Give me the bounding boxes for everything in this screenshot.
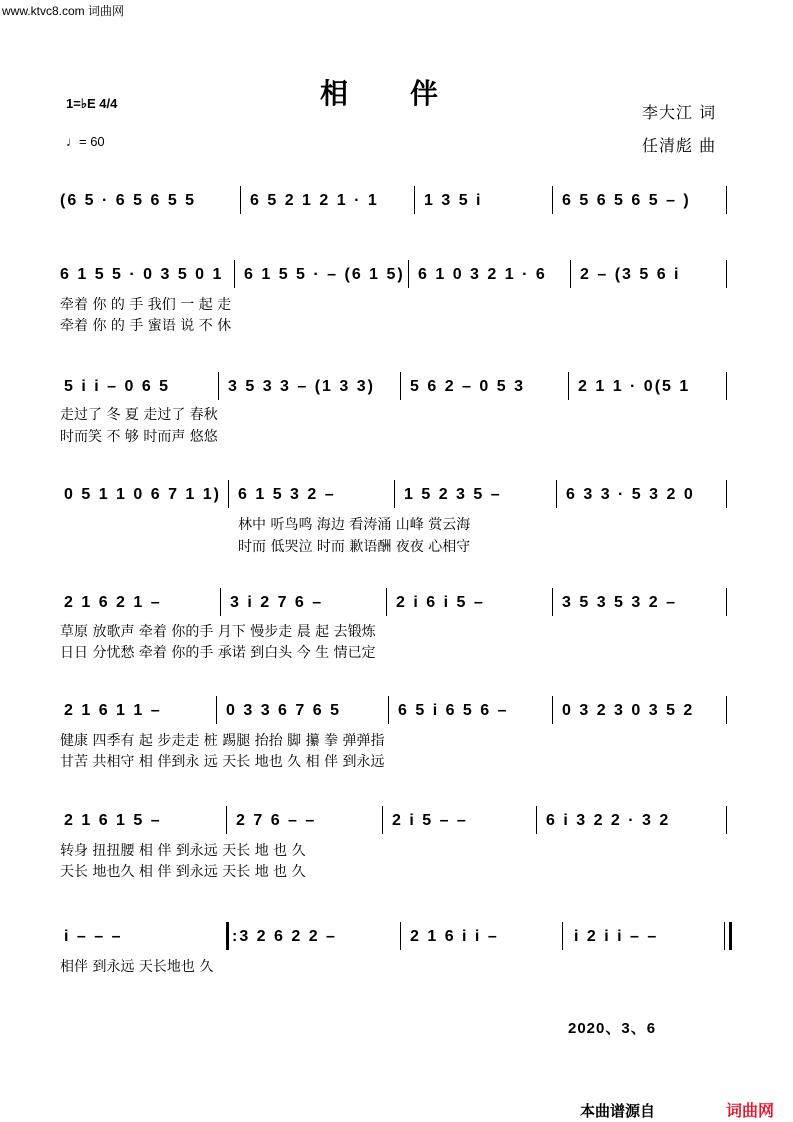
measure: 3 i 2 7 6 – [230, 594, 324, 611]
site-watermark: www.ktvc8.com 词曲网 [2, 4, 125, 18]
barline [394, 480, 395, 508]
barline [536, 806, 537, 834]
measure: 2 1 6 1 5 – [64, 812, 162, 829]
measure: 1 3 5 i [424, 192, 483, 209]
final-barline-thick [729, 922, 732, 950]
date: 2020、3、6 [568, 1020, 657, 1037]
site-logo: 词曲网 [726, 1101, 775, 1120]
barline [234, 260, 235, 288]
barline [570, 260, 571, 288]
barline [388, 696, 389, 724]
final-barline-thin [724, 922, 725, 950]
measure: 6 1 0 3 2 1 · 6 [418, 266, 547, 283]
measure: 2 i 6 i 5 – [396, 594, 485, 611]
barline [400, 372, 401, 400]
lyric-line-2: 天长 地也久 相 伴 到永远 天长 地 也 久 [60, 864, 306, 880]
barline [240, 186, 241, 214]
barline [400, 922, 401, 950]
measure: :3 2 6 2 2 – [232, 928, 337, 945]
lyric-line-1: 草原 放歌声 牵着 你的手 月下 慢步走 晨 起 去锻炼 [60, 624, 376, 640]
measure: 6 3 3 · 5 3 2 0 [566, 486, 695, 503]
lyric-line-2: 日日 分忧愁 牵着 你的手 承诺 到白头 今 生 情已定 [60, 645, 376, 661]
measure: 2 7 6 – – [236, 812, 317, 829]
lyric-line-1: 林中 听鸟鸣 海边 看涛涌 山峰 赏云海 [238, 517, 471, 533]
measure: 6 5 i 6 5 6 – [398, 702, 509, 719]
barline [726, 372, 727, 400]
measure: 6 1 5 5 · – (6 1 5) [244, 266, 405, 283]
measure: 3 5 3 5 3 2 – [562, 594, 677, 611]
barline [726, 696, 727, 724]
measure: 5 i i – 0 6 5 [64, 378, 171, 395]
barline [726, 588, 727, 616]
lyric-line-1: 健康 四季有 起 步走走 桩 踢腿 抬抬 脚 攥 拳 弹弹指 [60, 733, 385, 749]
measure: 6 5 6 5 6 5 – ) [562, 192, 691, 209]
measure: 0 3 3 6 7 6 5 [226, 702, 341, 719]
measure: 6 1 5 3 2 – [238, 486, 336, 503]
composer-credit: 任清彪 曲 [642, 136, 717, 155]
lyric-line-1: 走过了 冬 夏 走过了 春秋 [60, 407, 218, 423]
source-label: 本曲谱源自 [580, 1102, 656, 1120]
measure: 0 3 2 3 0 3 5 2 [562, 702, 695, 719]
measure: 2 i 5 – – [392, 812, 468, 829]
lyric-line-1: 牵着 你 的 手 我们 一 起 走 [60, 297, 232, 313]
barline [552, 186, 553, 214]
lyric-line-2: 牵着 你 的 手 蜜语 说 不 休 [60, 318, 232, 334]
measure: 2 1 1 · 0(5 1 [578, 378, 691, 395]
barline [226, 806, 227, 834]
measure: (6 5 · 6 5 6 5 5 [60, 192, 197, 209]
measure: 2 1 6 1 1 – [64, 702, 162, 719]
tempo-mark: ♩= 60 [66, 134, 105, 149]
measure: 5 6 2 – 0 5 3 [410, 378, 525, 395]
measure: 0 5 1 1 0 6 7 1 1) [64, 486, 221, 503]
measure: 6 5 2 1 2 1 · 1 [250, 192, 379, 209]
measure: 2 – (3 5 6 i [580, 266, 681, 283]
barline [726, 186, 727, 214]
measure: 6 i 3 2 2 · 3 2 [546, 812, 671, 829]
barline [228, 480, 229, 508]
lyric-line-1: 转身 扭扭腰 相 伴 到永远 天长 地 也 久 [60, 843, 306, 859]
lyric-line-2: 甘苦 共相守 相 伴到永 远 天长 地也 久 相 伴 到永远 [60, 754, 385, 770]
measure: 2 1 6 i i – [410, 928, 499, 945]
barline [218, 372, 219, 400]
barline [220, 588, 221, 616]
page-title: 相伴 [320, 77, 501, 110]
measure: i – – – [64, 928, 123, 945]
barline [556, 480, 557, 508]
repeat-barline [226, 922, 229, 950]
barline [386, 588, 387, 616]
barline [408, 260, 409, 288]
lyricist-credit: 李大江 词 [642, 103, 717, 122]
barline [216, 696, 217, 724]
barline [552, 588, 553, 616]
measure: 3 5 3 3 – (1 3 3) [228, 378, 375, 395]
lyric-line-2: 时而 低哭泣 时而 歉语酬 夜夜 心相守 [238, 539, 471, 555]
barline [568, 372, 569, 400]
measure: 6 1 5 5 · 0 3 5 0 1 [60, 266, 224, 283]
measure: 1 5 2 3 5 – [404, 486, 502, 503]
lyric-line-2: 时而笑 不 够 时而声 悠悠 [60, 429, 218, 445]
barline [382, 806, 383, 834]
lyric-line-1: 相伴 到永远 天长地也 久 [60, 959, 214, 975]
barline [726, 480, 727, 508]
key-signature: 1=♭E 4/4 [66, 96, 118, 111]
barline [726, 260, 727, 288]
barline [414, 186, 415, 214]
barline [552, 696, 553, 724]
barline [562, 922, 563, 950]
measure: i 2 i i – – [574, 928, 659, 945]
measure: 2 1 6 2 1 – [64, 594, 162, 611]
barline [726, 806, 727, 834]
